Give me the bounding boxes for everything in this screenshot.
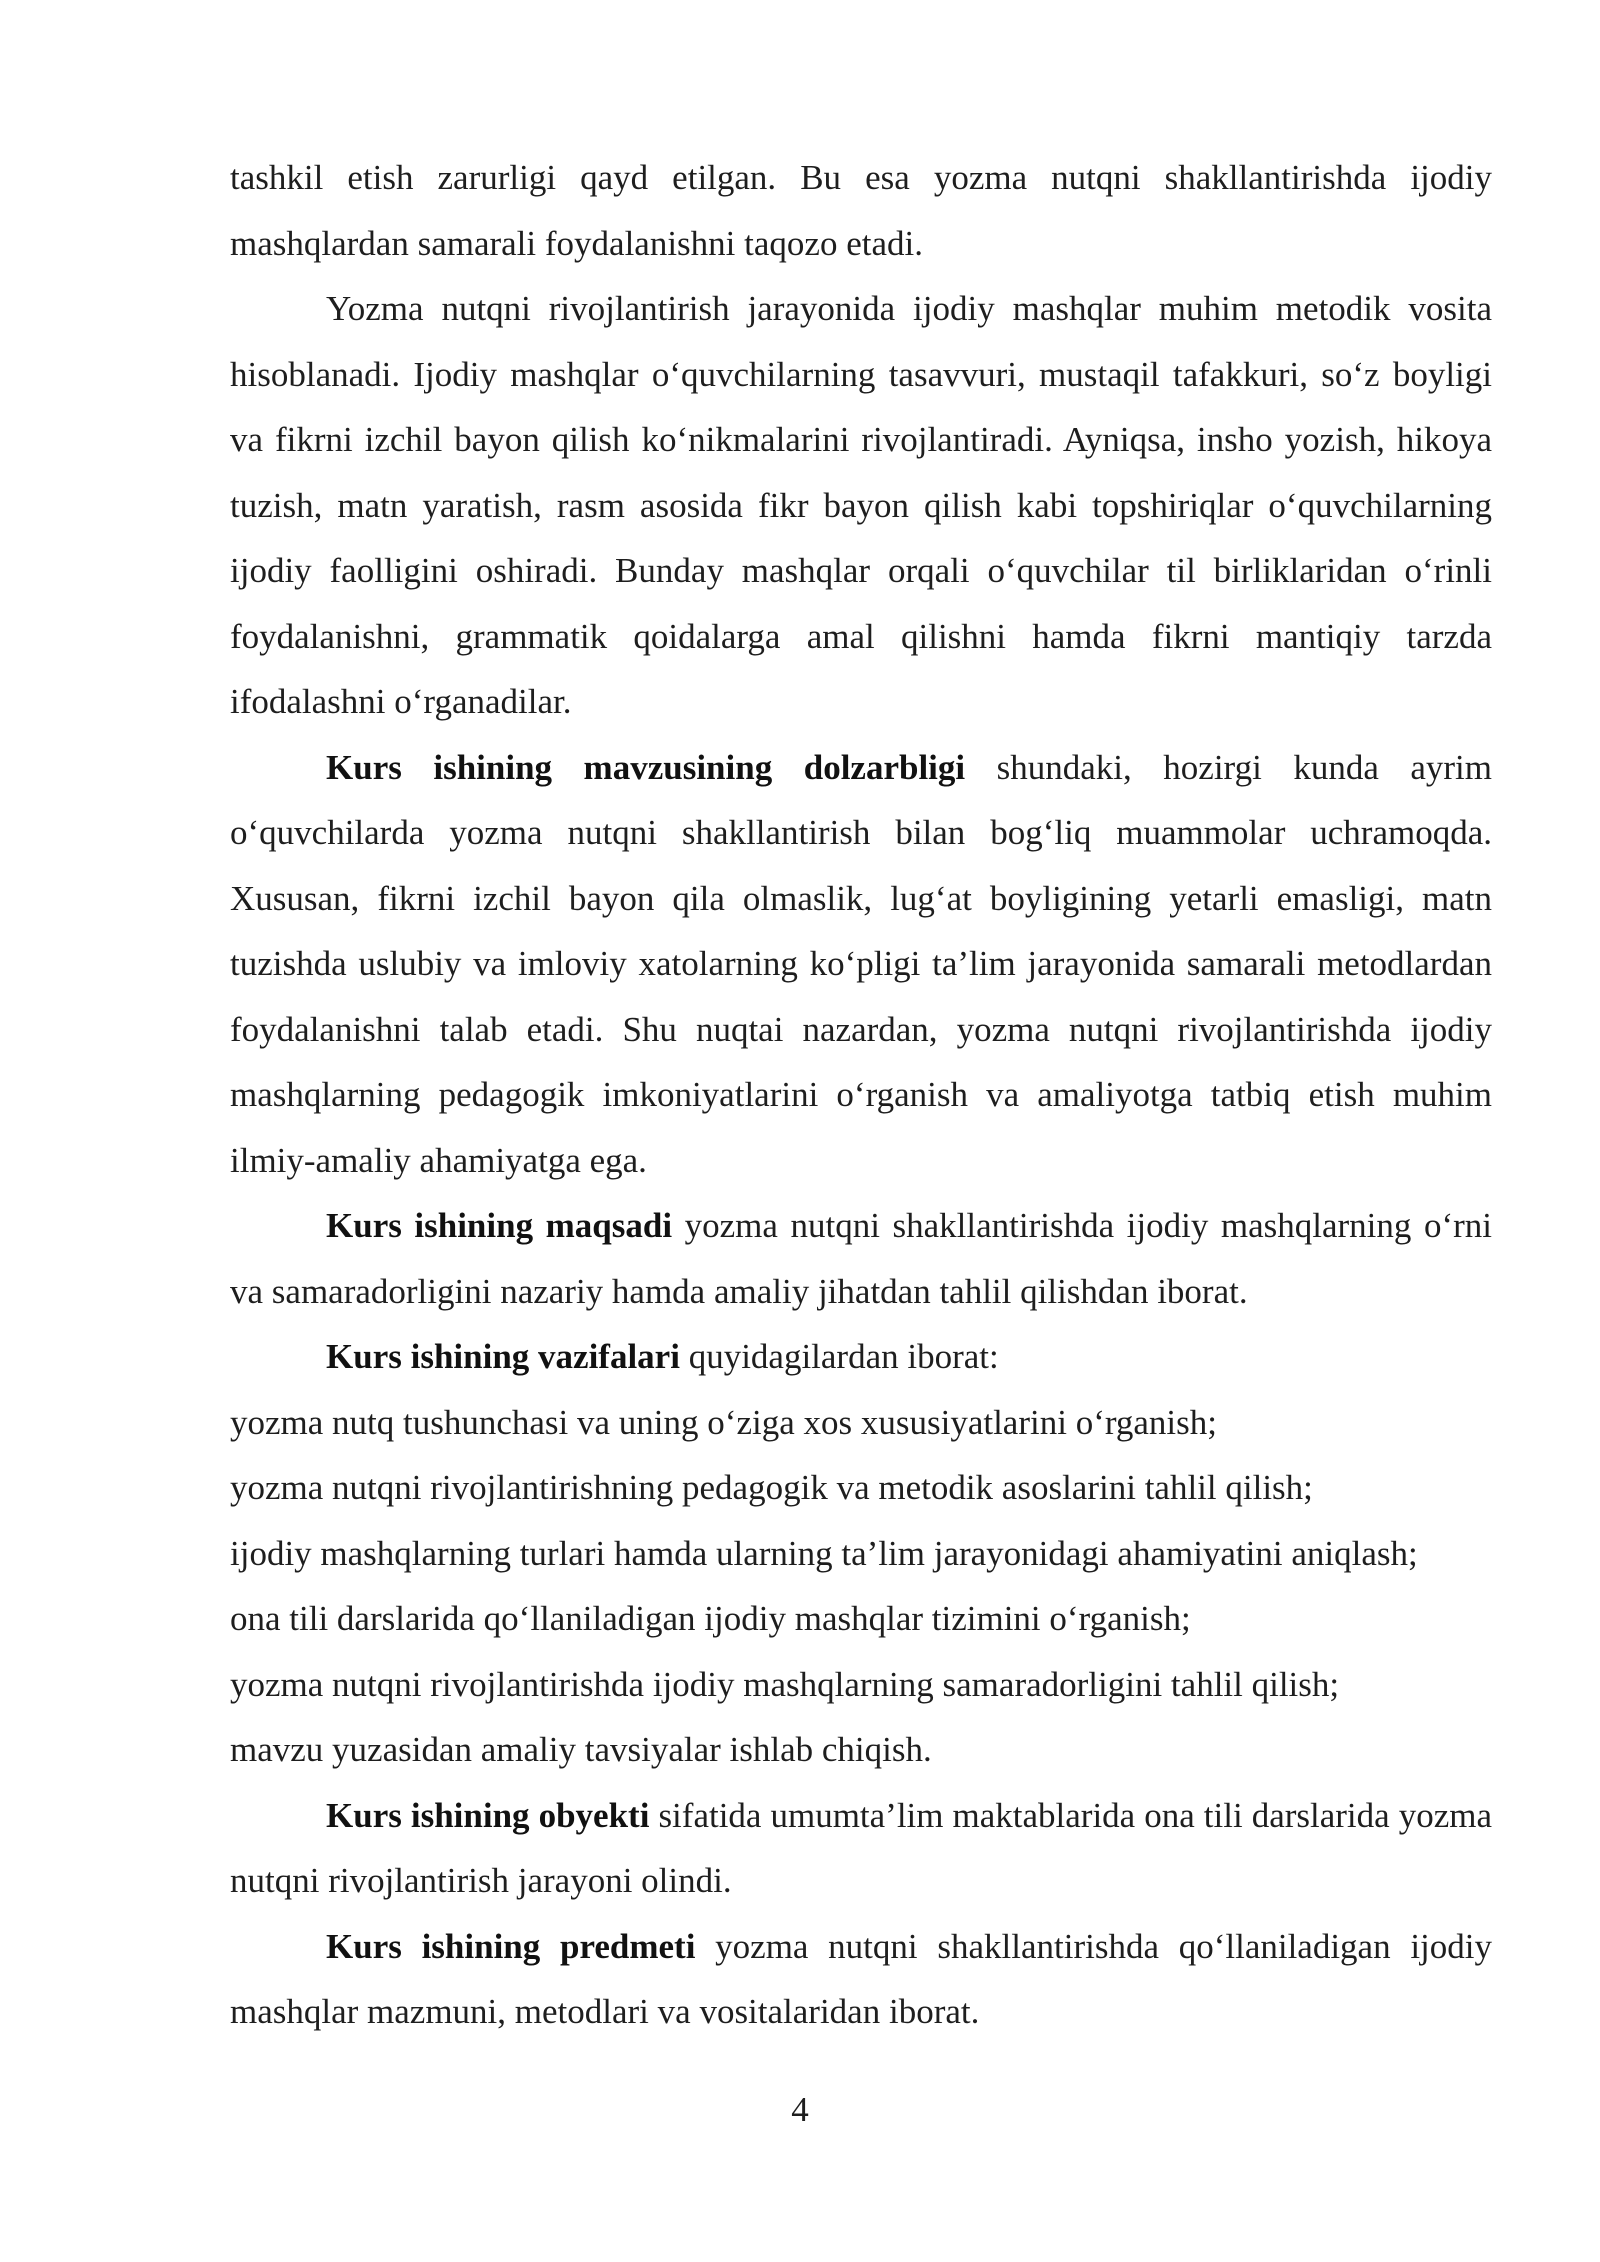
tasks-list: [230, 1390, 1492, 1783]
paragraph-object: [230, 1783, 1492, 1914]
paragraph-tasks-intro: [230, 1324, 1492, 1390]
task-item: ijodiy mashqlarning turlari hamda ularning ta’lim jarayonidagi ahamiyatini aniqlash;: [230, 1533, 1418, 1573]
tasks-heading: Kurs ishining vazifalari: [326, 1337, 680, 1376]
relevance-heading: Kurs ishining mavzusining dolzarbligi: [326, 747, 966, 787]
task-item: mavzu yuzasidan amaliy tavsiyalar ishlab chiqish.: [230, 1730, 932, 1769]
object-text: sifatida umumta’lim maktablarida ona tili darslarida yozma nutqni rivojlantirish jarayoni olindi.: [230, 1795, 1492, 1900]
paragraph-subject: [230, 1914, 1492, 2045]
task-item: yozma nutqni rivojlantirishning pedagogik va metodik asoslarini tahlil qilish;: [230, 1468, 1313, 1507]
paragraph-creative-exercises: Yozma nutqni rivojlantirish jarayonida ijodiy mashqlar muhim metodik vosita hisoblanadi. Ijodiy mashqlar o‘quvchilarning tasavvuri, mustaqil tafakkuri, so‘z boyligi va fikrni izchil bayon qilish ko‘nikmalarini rivojlantiradi. Ayniqsa, insho yozish, hikoya tuzish, matn yaratish, rasm asosida fikr bayon qilish kabi topshiriqlar o‘quvchilarning ijodiy faolligini oshiradi. Bunday mashqlar orqali o‘quvchilar til birliklaridan o‘rinli foydalanishni, grammatik qoidalarga amal qilishni hamda fikrni mantiqiy tarzda ifodalashni o‘rganadilar.: [230, 289, 1492, 721]
object-heading: Kurs ishining obyekti: [326, 1795, 650, 1835]
task-item: yozma nutq tushunchasi va uning o‘ziga xos xususiyatlarini o‘rganish;: [230, 1402, 1217, 1442]
subject-text: yozma nutqni shakllantirishda qo‘llaniladigan ijodiy mashqlar mazmuni, metodlari va vositalaridan iborat.: [230, 1926, 1492, 2031]
task-item: yozma nutqni rivojlantirishda ijodiy mashqlarning samaradorligini tahlil qilish;: [230, 1664, 1340, 1704]
paragraph-goal: [230, 1193, 1492, 1324]
task-item: ona tili darslarida qo‘llaniladigan ijodiy mashqlar tizimini o‘rganish;: [230, 1599, 1191, 1638]
subject-heading: Kurs ishining predmeti: [326, 1926, 696, 1966]
page-number: 4: [791, 2090, 809, 2129]
tasks-intro-text: quyidagilardan iborat:: [679, 1337, 999, 1376]
goal-text: yozma nutqni shakllantirishda ijodiy mashqlarning o‘rni va samaradorligini nazariy hamda amaliy jihatdan tahlil qilishdan iborat.: [230, 1206, 1492, 1311]
paragraph-continuation: tashkil etish zarurligi qayd etilgan. Bu esa yozma nutqni shakllantirishda ijodiy mashqlardan samarali foydalanishni taqozo etadi.: [230, 158, 1492, 263]
goal-heading: Kurs ishining maqsadi: [326, 1206, 673, 1245]
document-page-body: [230, 145, 1492, 2045]
paragraph-relevance: [230, 735, 1492, 1194]
relevance-text: shundaki, hozirgi kunda ayrim o‘quvchilarda yozma nutqni shakllantirish bilan bog‘liq muammolar uchramoqda. Xususan, fikrni izchil bayon qila olmaslik, lug‘at boyligining yetarli emasligi, matn tuzishda uslubiy va imloviy xatolarning ko‘pligi ta’lim jarayonida samarali metodlardan foydalanishni talab etadi. Shu nuqtai nazardan, yozma nutqni rivojlantirishda ijodiy mashqlarning pedagogik imkoniyatlarini o‘rganish va amaliyotga tatbiq etish muhim ilmiy-amaliy ahamiyatga ega.: [230, 747, 1493, 1180]
